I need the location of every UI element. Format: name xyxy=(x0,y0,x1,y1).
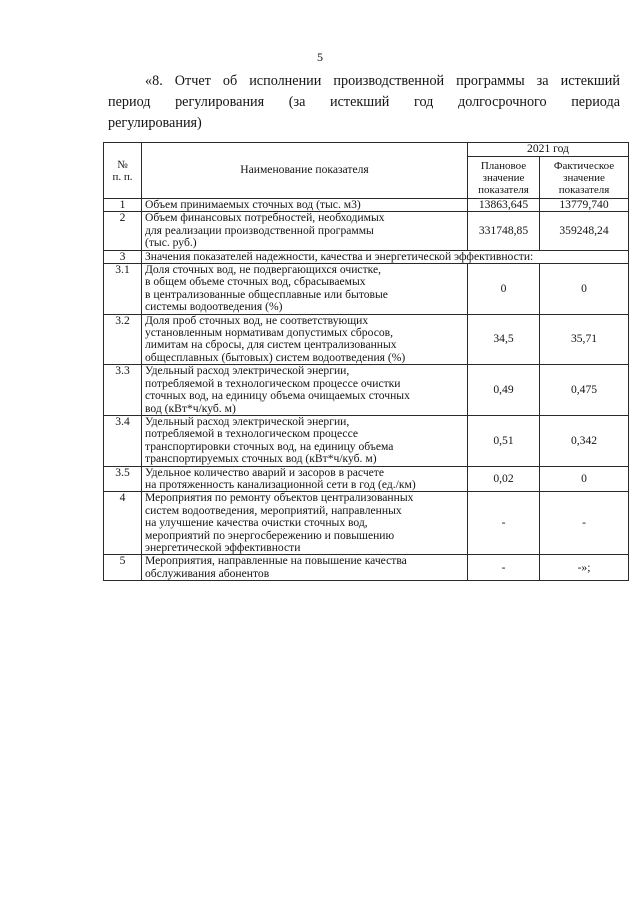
row-actual-value: 0 xyxy=(540,264,629,315)
row-number: 1 xyxy=(104,199,142,212)
table-row xyxy=(104,264,629,315)
page-number: 5 xyxy=(317,50,323,64)
row-actual-value: 0,475 xyxy=(540,365,629,416)
table-row xyxy=(104,492,629,555)
row-indicator-name: Мероприятия по ремонту объектов централизованных систем водоотведения, мероприятий, направленных на улучшение качества очистки сточных вод, мероприятий по энергосбережению и повышению энергетической эффективности xyxy=(142,492,468,555)
row-number: 3.3 xyxy=(104,365,142,416)
row-indicator-name: Объем принимаемых сточных вод (тыс. м3) xyxy=(142,199,468,212)
table-row xyxy=(104,250,629,263)
heading-line-1: «8. Отчет об исполнении производственной программы за истекший xyxy=(145,73,620,89)
table-row xyxy=(104,466,629,492)
header-planned-value: Плановое значение показателя xyxy=(468,157,540,199)
row-number: 3.5 xyxy=(104,466,142,492)
row-planned-value: 0,02 xyxy=(468,466,540,492)
header-actual-value: Фактическое значение показателя xyxy=(540,157,629,199)
row-planned-value: 0 xyxy=(468,264,540,315)
row-planned-value: 13863,645 xyxy=(468,199,540,212)
table-row xyxy=(104,199,629,212)
row-number: 4 xyxy=(104,492,142,555)
row-planned-value: 0,49 xyxy=(468,365,540,416)
row-actual-value: 0,342 xyxy=(540,415,629,466)
row-planned-value: 0,51 xyxy=(468,415,540,466)
row-number: 2 xyxy=(104,212,142,250)
row-indicator-name: Удельное количество аварий и засоров в расчете на протяженность канализационной сети в год (ед./км) xyxy=(142,466,468,492)
table-row xyxy=(104,314,629,365)
section-title: Значения показателей надежности, качества и энергетической эффективности: xyxy=(142,250,629,263)
row-planned-value: 34,5 xyxy=(468,314,540,365)
row-number: 3 xyxy=(104,250,142,263)
row-planned-value: - xyxy=(468,492,540,555)
row-indicator-name: Удельный расход электрической энергии, потребляемой в технологическом процессе транспортировки сточных вод, на единицу объема транспортируемых сточных вод (кВт*ч/куб. м) xyxy=(142,415,468,466)
heading-line-3: регулирования) xyxy=(108,115,202,131)
table-row xyxy=(104,212,629,250)
header-indicator-name: Наименование показателя xyxy=(142,143,468,199)
row-indicator-name: Мероприятия, направленные на повышение качества обслуживания абонентов xyxy=(142,555,468,581)
header-row-number: № п. п. xyxy=(104,143,142,199)
row-indicator-name: Доля проб сточных вод, не соответствующих установленным нормативам допустимых сбросов, лимитам на сбросы, для систем централизованных общесплавных (бытовых) систем водоотведения (%) xyxy=(142,314,468,365)
section-heading xyxy=(108,71,620,134)
row-actual-value: - xyxy=(540,492,629,555)
table-row xyxy=(104,415,629,466)
row-indicator-name: Доля сточных вод, не подвергающихся очистке, в общем объеме сточных вод, сбрасываемых в централизованные общесплавные или бытовые системы водоотведения (%) xyxy=(142,264,468,315)
row-planned-value: 331748,85 xyxy=(468,212,540,250)
row-number: 5 xyxy=(104,555,142,581)
heading-line-2: период регулирования (за истекший год долгосрочного периода xyxy=(108,94,620,110)
row-actual-value: -»; xyxy=(540,555,629,581)
row-actual-value: 359248,24 xyxy=(540,212,629,250)
row-planned-value: - xyxy=(468,555,540,581)
table-row xyxy=(104,555,629,581)
row-number: 3.1 xyxy=(104,264,142,315)
header-year: 2021 год xyxy=(468,143,629,157)
production-program-report-table xyxy=(103,142,629,581)
row-number: 3.4 xyxy=(104,415,142,466)
row-number: 3.2 xyxy=(104,314,142,365)
row-indicator-name: Удельный расход электрической энергии, потребляемой в технологическом процессе очистки сточных вод, на единицу объема очищаемых сточных вод (кВт*ч/куб. м) xyxy=(142,365,468,416)
row-indicator-name: Объем финансовых потребностей, необходимых для реализации производственной программы (тыс. руб.) xyxy=(142,212,468,250)
row-actual-value: 13779,740 xyxy=(540,199,629,212)
row-actual-value: 35,71 xyxy=(540,314,629,365)
row-actual-value: 0 xyxy=(540,466,629,492)
table-row xyxy=(104,365,629,416)
